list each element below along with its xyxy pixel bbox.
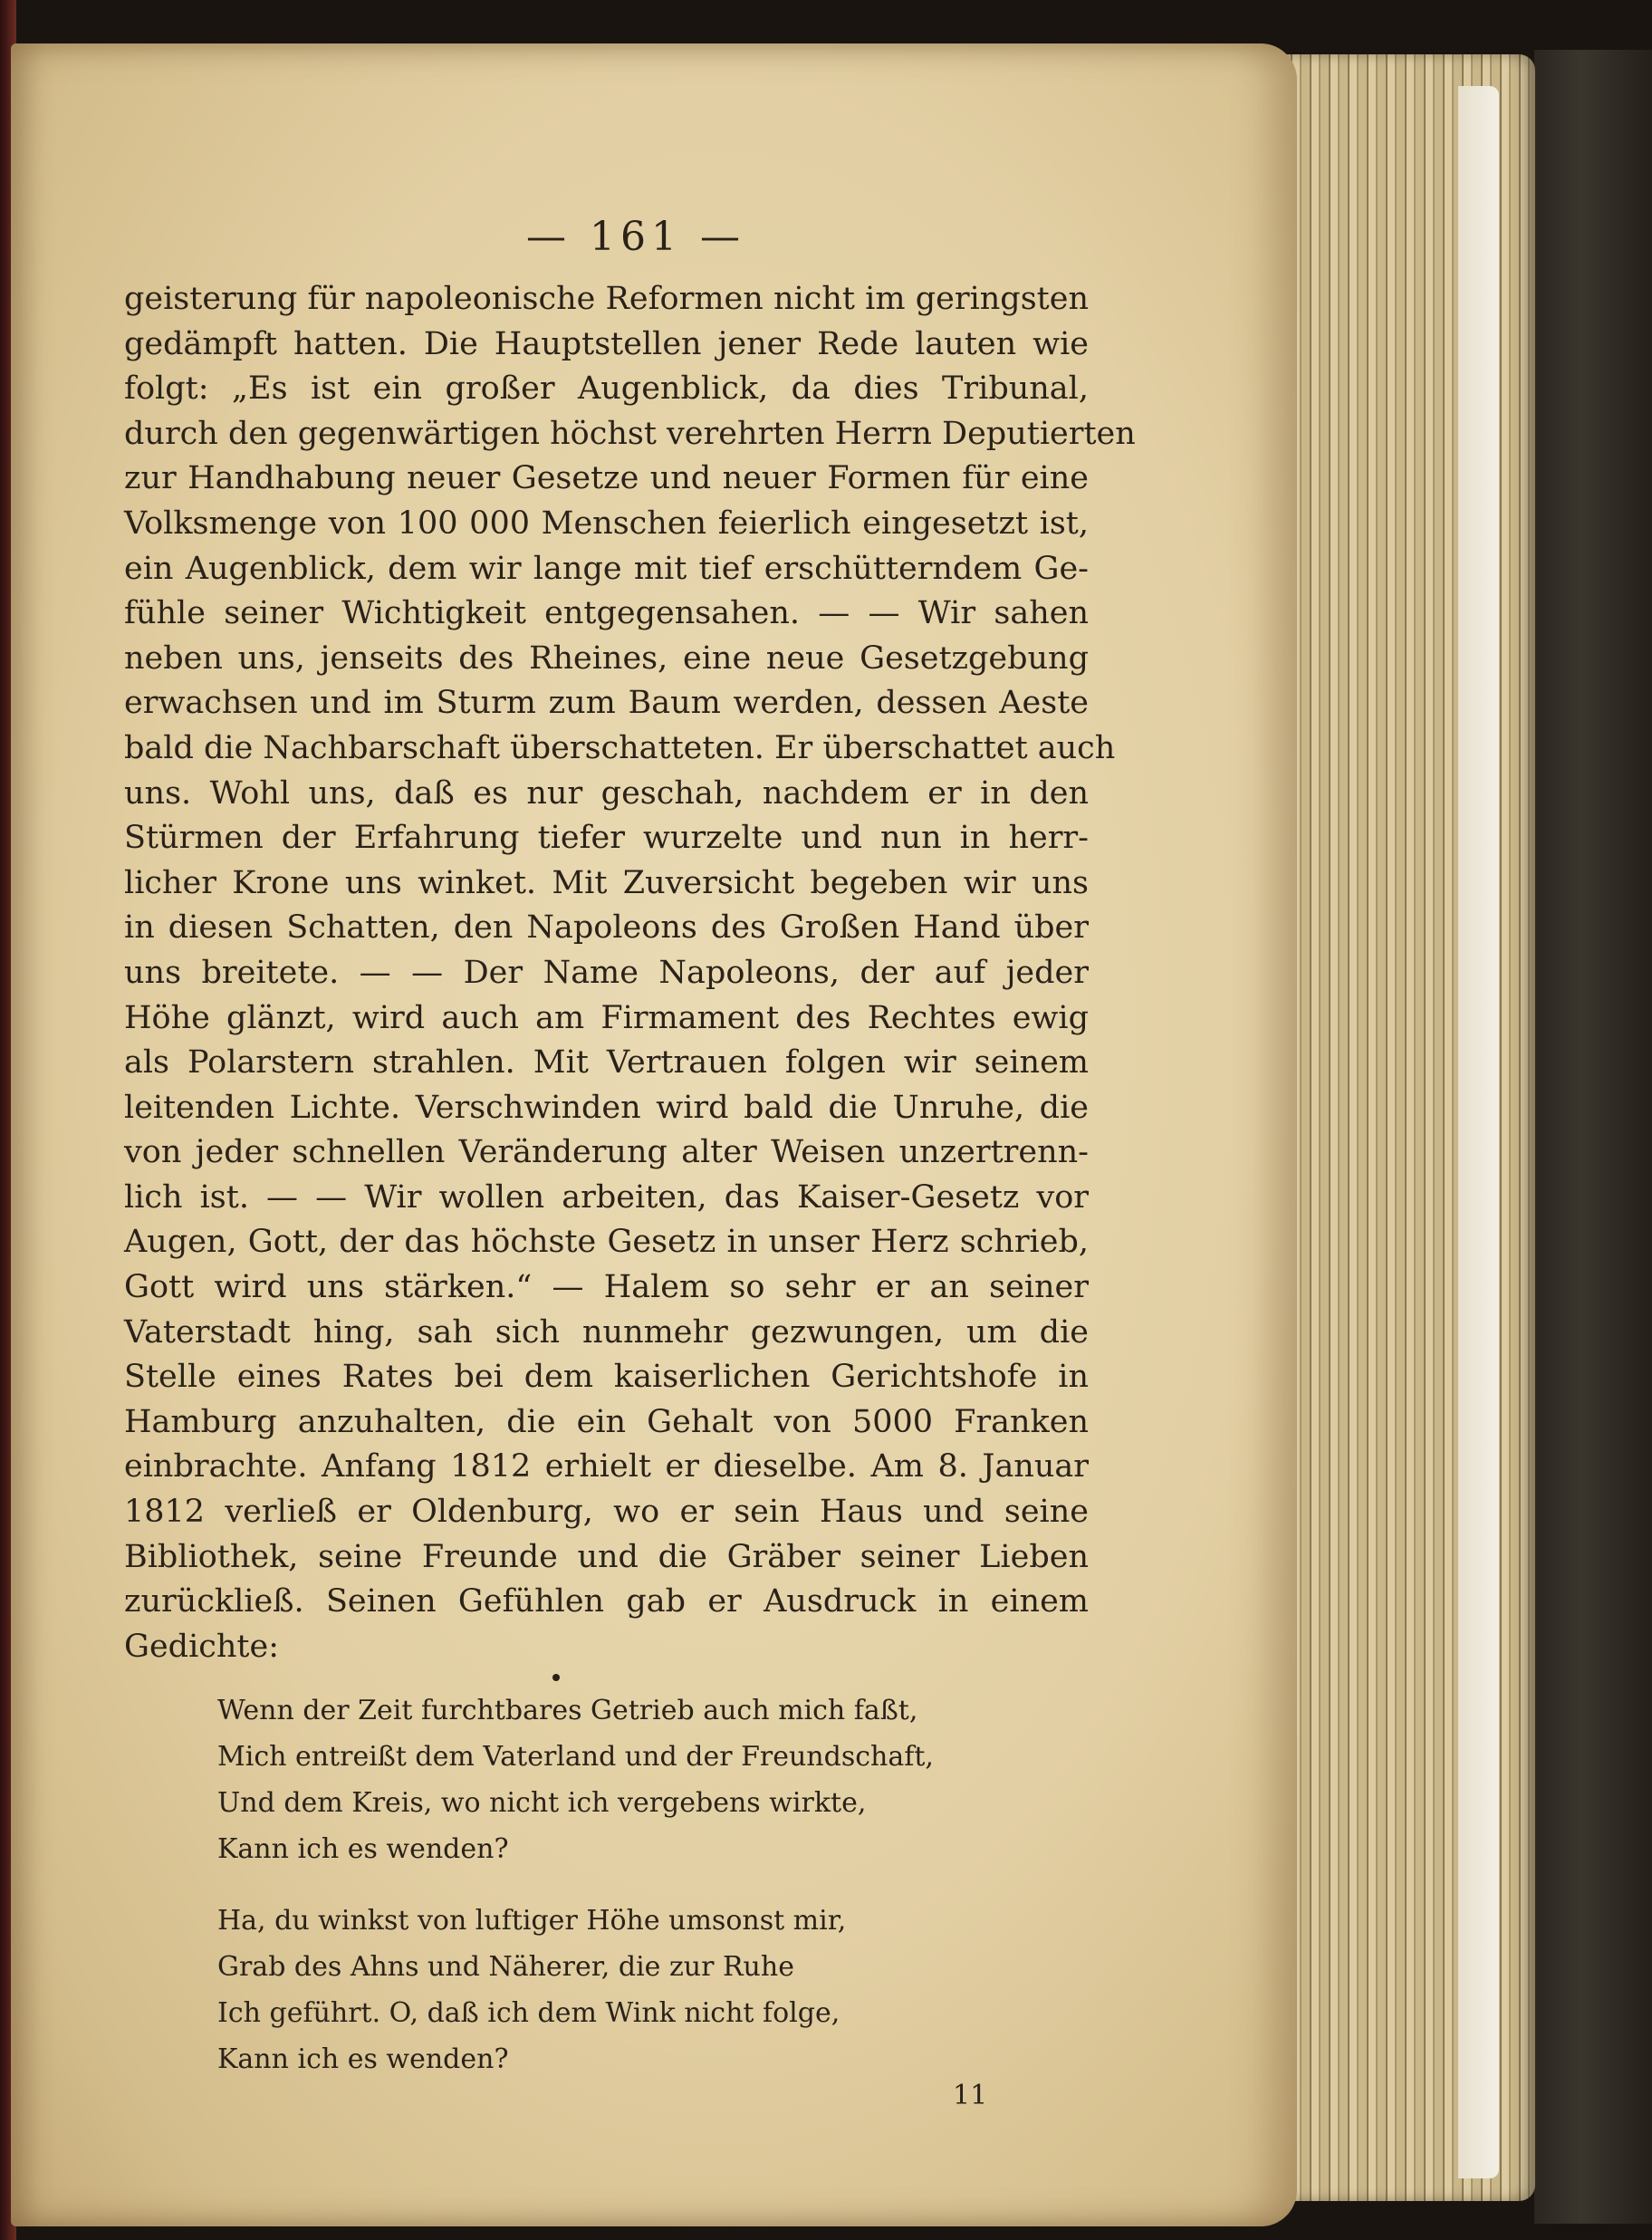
text-line: geisterung für napoleonische Reformen nicht im geringsten <box>124 281 1089 317</box>
poem-line: Und dem Kreis, wo nicht ich vergebens wirkte, <box>217 1787 867 1819</box>
text-line: Volksmenge von 100 000 Menschen feierlich eingesetzt ist, <box>124 505 1089 542</box>
text-line: Gott wird uns stärken.“ — Halem so sehr er an seiner <box>124 1269 1089 1306</box>
text-line: einbrachte. Anfang 1812 erhielt er dieselbe. Am 8. Januar <box>124 1448 1089 1485</box>
text-line: Gedichte: <box>124 1628 279 1665</box>
book-page <box>11 43 1297 2226</box>
text-line: in diesen Schatten, den Napoleons des Großen Hand über <box>124 909 1089 947</box>
text-line: gedämpft hatten. Die Hauptstellen jener Rede lauten wie <box>124 325 1089 362</box>
text-line: zurückließ. Seinen Gefühlen gab er Ausdruck in einem <box>124 1583 1089 1620</box>
text-line: leitenden Lichte. Verschwinden wird bald die Unruhe, die <box>124 1089 1089 1126</box>
text-line: licher Krone uns winket. Mit Zuversicht begeben wir uns <box>124 864 1089 901</box>
page-edges-inner <box>1458 86 1499 2178</box>
text-line: fühle seiner Wichtigkeit entgegensahen. — — Wir sahen <box>124 595 1089 632</box>
text-line: durch den gegenwärtigen höchst verehrten Herrn Deputierten <box>124 415 1136 452</box>
book-cover <box>1534 50 1652 2224</box>
poem-line: Wenn der Zeit furchtbares Getrieb auch mich faßt, <box>217 1695 918 1726</box>
text-line: als Polarstern strahlen. Mit Vertrauen folgen wir seinem <box>124 1044 1089 1082</box>
text-line: uns. Wohl uns, daß es nur geschah, nachdem er in den <box>124 774 1089 812</box>
signature-mark: 11 <box>953 2080 988 2111</box>
ink-dot <box>552 1674 560 1681</box>
poem-line: Ich geführt. O, daß ich dem Wink nicht folge, <box>217 1997 840 2029</box>
body-text <box>124 277 1136 1669</box>
poem-stanza-1 <box>217 1687 960 1872</box>
text-line: Stelle eines Rates bei dem kaiserlichen Gerichtshofe in <box>124 1359 1089 1396</box>
text-line: Stürmen der Erfahrung tiefer wurzelte und nun in herr- <box>124 820 1089 857</box>
text-line: Augen, Gott, der das höchste Gesetz in unser Herz schrieb, <box>124 1224 1089 1261</box>
text-line: lich ist. — — Wir wollen arbeiten, das Kaiser-Gesetz vor <box>124 1178 1089 1216</box>
page-header: — 161 — <box>526 214 745 260</box>
poem-line: Ha, du winkst von luftiger Höhe umsonst mir, <box>217 1905 847 1937</box>
text-line: ein Augenblick, dem wir lange mit tief erschütterndem Ge- <box>124 550 1089 587</box>
poem-line: Grab des Ahns und Näherer, die zur Ruhe <box>217 1951 794 1983</box>
poem-line: Kann ich es wenden? <box>217 2043 509 2075</box>
poem-stanza-2 <box>217 1898 960 2082</box>
text-line: erwachsen und im Sturm zum Baum werden, dessen Aeste <box>124 685 1089 722</box>
text-line: zur Handhabung neuer Gesetze und neuer Formen für eine <box>124 460 1089 497</box>
text-line: Höhe glänzt, wird auch am Firmament des Rechtes ewig <box>124 999 1089 1036</box>
text-line: uns breitete. — — Der Name Napoleons, der auf jeder <box>124 954 1089 991</box>
poem-line: Kann ich es wenden? <box>217 1833 509 1865</box>
text-line: folgt: „Es ist ein großer Augenblick, da dies Tribunal, <box>124 370 1089 408</box>
text-line: 1812 verließ er Oldenburg, wo er sein Haus und seine <box>124 1494 1089 1531</box>
text-line: Bibliothek, seine Freunde und die Gräber seiner Lieben <box>124 1538 1089 1575</box>
text-line: bald die Nachbarschaft überschatteten. Er überschattet auch <box>124 729 1116 766</box>
text-line: Hamburg anzuhalten, die ein Gehalt von 5000 Franken <box>124 1403 1089 1440</box>
text-line: neben uns, jenseits des Rheines, eine neue Gesetzgebung <box>124 639 1089 677</box>
text-line: von jeder schnellen Veränderung alter Weisen unzertrenn- <box>124 1134 1089 1171</box>
text-line: Vaterstadt hing, sah sich nunmehr gezwungen, um die <box>124 1313 1089 1351</box>
poem-line: Mich entreißt dem Vaterland und der Freundschaft, <box>217 1741 934 1773</box>
